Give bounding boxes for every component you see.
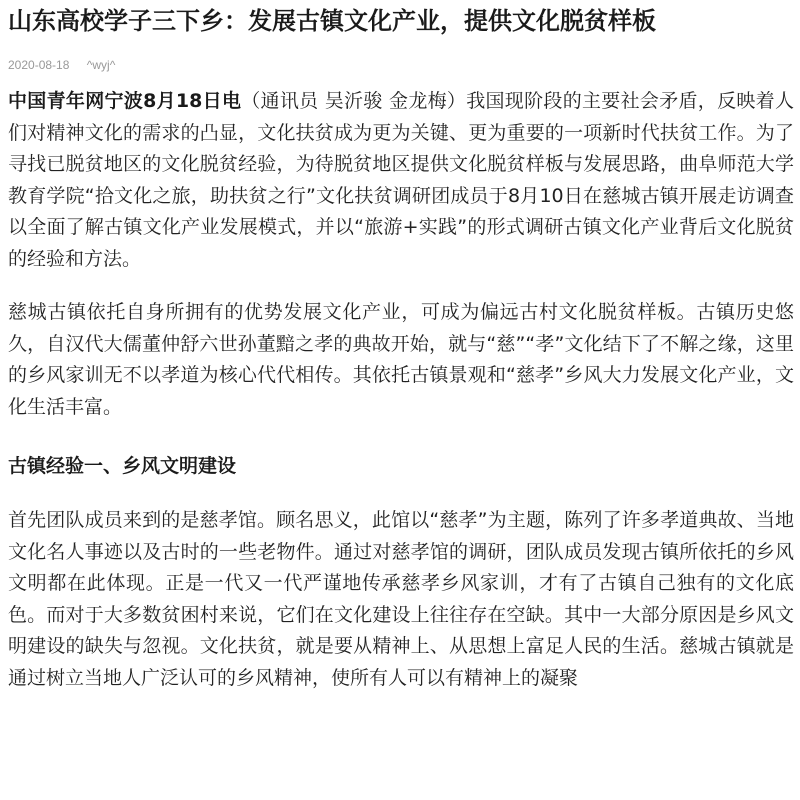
article-meta — [8, 57, 794, 73]
paragraph-2: 慈城古镇依托自身所拥有的优势发展文化产业，可成为偏远古村文化脱贫样板。古镇历史悠久，自汉代大儒董仲舒六世孙董黯之孝的典故开始，就与“慈”“孝”文化结下了不解之缘，这里的乡风家训无不以孝道为核心代代相传。其依托古镇景观和“慈孝”乡风大力发展文化产业，文化生活丰富。 — [8, 301, 794, 418]
paragraph-lead — [8, 86, 794, 275]
section-heading: 古镇经验一、乡风文明建设 — [8, 455, 237, 477]
lead-body: （通讯员 吴沂骏 金龙梅）我国现阶段的主要社会矛盾，反映着人们对精神文化的需求的凸显，文化扶贫成为更为关键、更为重要的一项新时代扶贫工作。为了寻找已脱贫地区的文化脱贫经验，为待脱贫地区提供文化脱贫样板与发展思路，曲阜师范大学教育学院“拾文化之旅，助扶贫之行”文化扶贫调研团成员于8月10日在慈城古镇开展走访调查以全面了解古镇文化产业发展模式，并以“旅游+实践”的形式调研古镇文化产业背后文化脱贫的经验和方法。 — [8, 90, 794, 270]
author-name: ^wyj^ — [86, 58, 116, 72]
article-title: 山东高校学子三下乡：发展古镇文化产业，提供文化脱贫样板 — [8, 7, 656, 35]
article — [8, 0, 794, 694]
paragraph-3: 首先团队成员来到的是慈孝馆。顾名思义，此馆以“慈孝”为主题，陈列了许多孝道典故、当地文化名人事迹以及古时的一些老物件。通过对慈孝馆的调研，团队成员发现古镇所依托的乡风文明都在此体现。正是一代又一代严谨地传承慈孝乡风家训，才有了古镇自己独有的文化底色。而对于大多数贫困村来说，它们在文化建设上往往存在空缺。其中一大部分原因是乡风文明建设的缺失与忽视。文化扶贫，就是要从精神上、从思想上富足人民的生活。慈城古镇就是通过树立当地人广泛认可的乡风精神，使所有人可以有精神上的凝聚 — [8, 509, 794, 689]
publish-date: 2020-08-18 — [8, 58, 70, 72]
lead-source: 中国青年网宁波8月18日电 — [8, 90, 242, 112]
